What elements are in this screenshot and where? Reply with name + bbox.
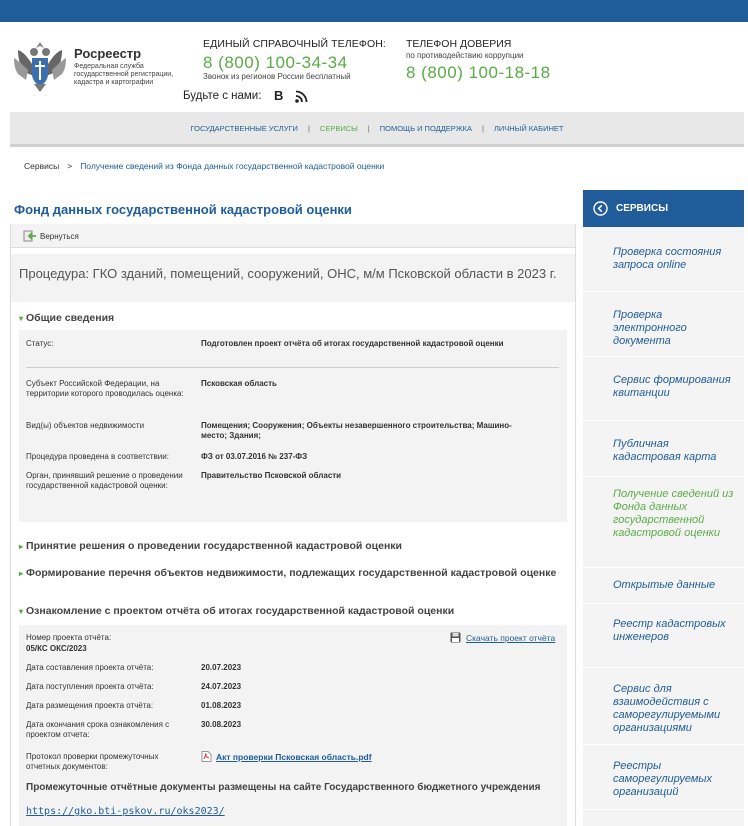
main-content [10,224,576,826]
nav-services[interactable]: СЕРВИСЫ [319,124,358,133]
section-list-toggle[interactable] [19,567,567,580]
sidebar-item-label: Сервис для взаимодействия с саморегулируемыми организациями [613,683,721,734]
sidebar-item-sro-registries[interactable] [583,745,744,810]
breadcrumb-current[interactable]: Получение сведений из Фонда данных государственной кадастровой оценки [80,161,385,171]
sidebar-item-label: Реестры саморегулируемых организаций [613,760,713,798]
info-value-law: ФЗ от 03.07.2016 № 237-ФЗ [201,452,308,461]
sidebar-item-sro-interaction[interactable] [583,668,744,745]
sidebar-item-label: Проверка состояния запроса online [613,246,722,271]
section-decision-title: Принятие решения о проведении государственной кадастровой оценки [26,540,402,552]
info-label: Субъект Российской Федерации, на территории которого проводилась оценка: [26,379,184,398]
chevron-down-icon: ▾ [19,314,24,323]
date-review-end: 30.08.2023 [201,720,242,729]
sidebar-item-label: Получение сведений из Фонда данных государственной кадастровой оценки [613,488,734,539]
main-nav [10,112,744,147]
brand-title[interactable]: Росреестр [74,46,142,61]
trust-phone-subtitle: по противодействию коррупции [406,51,524,60]
sidebar-item-label: Открытые данные [613,579,716,591]
nav-separator: | [307,124,310,133]
floppy-disk-icon [450,632,461,643]
sidebar-item-label: Реестр кадастровых инженеров [613,618,726,643]
info-label: Орган, принявший решение о проведении государственной кадастровой оценки: [26,471,183,490]
info-label: Дата поступления проекта отчёта: [26,682,154,691]
chevron-down-icon: ▾ [19,607,24,616]
back-toolbar [11,224,575,248]
sidebar-item-label: Публичная кадастровая карта [613,438,717,463]
section-list-title: Формирование перечня объектов недвижимости, подлежащих государственной кадастровой оценке [26,567,557,579]
intermediate-docs-link[interactable]: https://gko.bti-pskov.ru/oks2023/ [26,806,225,817]
info-label: Статус: [26,339,54,348]
download-report-link[interactable]: Скачать проект отчёта [466,633,556,643]
back-button[interactable]: Вернуться [40,232,79,241]
nav-separator: | [367,124,370,133]
sidebar-header[interactable] [583,190,744,227]
info-label: Номер проекта отчёта: [26,633,112,642]
info-value-authority: Правительство Псковской области [201,471,342,480]
sidebar-item-label: Сервис формирования квитанции [613,374,731,399]
date-received: 24.07.2023 [201,682,242,691]
hotline-note: Звонок из регионов России бесплатный [203,72,351,81]
sidebar-item-valuation-fund[interactable] [583,477,744,568]
info-label: Дата окончания срока ознакомления с проектом отчета: [26,720,170,739]
pdf-file-icon [201,751,212,762]
trust-phone-number[interactable]: 8 (800) 100-18-18 [406,63,551,82]
sidebar-item-engineers-registry[interactable] [583,604,744,668]
nav-state-services[interactable]: ГОСУДАРСТВЕННЫЕ УСЛУГИ [190,124,298,133]
trust-phone-label: ТЕЛЕФОН ДОВЕРИЯ [406,38,512,50]
section-general-toggle[interactable] [19,312,114,324]
services-sidebar [583,190,744,826]
breadcrumb-separator: > [67,161,73,171]
sidebar-item-label: Проверка электронного документа [613,309,687,347]
info-label: Протокол проверки промежуточных отчетных документов: [26,752,159,771]
nav-help[interactable]: ПОМОЩЬ И ПОДДЕРЖКА [379,124,472,133]
section-review-toggle[interactable] [19,605,454,617]
protocol-pdf-link[interactable]: Акт проверки Псковская область.pdf [216,752,372,762]
circle-back-icon [593,201,608,216]
section-review-title: Ознакомление с проектом отчёта об итогах государственной кадастровой оценки [26,605,455,617]
social-label: Будьте с нами: [183,90,262,102]
hotline-number[interactable]: 8 (800) 100-34-34 [203,53,348,72]
page-title: Фонд данных государственной кадастровой оценки [14,202,352,217]
review-info-panel [19,625,567,826]
intermediate-docs-note: Промежуточные отчётные документы размещены на сайте Государственного бюджетного учреждения [26,782,541,793]
hotline-label: ЕДИНЫЙ СПРАВОЧНЫЙ ТЕЛЕФОН: [203,38,386,50]
procedure-title: Процедура: ГКО зданий, помещений, сооружений, ОНС, м/м Псковской области в 2023 г. [19,266,557,281]
back-arrow-icon[interactable] [23,230,37,242]
date-published: 01.08.2023 [201,701,242,710]
sidebar-item-receipt[interactable] [583,357,744,421]
info-label: Дата размещения проекта отчёта: [26,701,154,710]
sidebar-item-cadastral-map[interactable] [583,421,744,477]
sidebar-title: СЕРВИСЫ [616,203,668,214]
nav-account[interactable]: ЛИЧНЫЙ КАБИНЕТ [493,124,564,133]
procedure-box [11,254,575,302]
general-info-panel [19,330,567,522]
info-value-object-types: Помещения; Сооружения; Объекты незавершенного строительства; Машино-место; Здания; [201,421,512,440]
info-label: Дата составления проекта отчёта: [26,663,154,672]
section-decision-toggle[interactable] [19,540,402,552]
chevron-right-icon: ▸ [19,569,24,578]
breadcrumb-root[interactable]: Сервисы [24,161,60,171]
info-value-status: Подготовлен проект отчёта об итогах государственной кадастровой оценки [201,339,504,348]
chevron-right-icon: ▸ [19,542,24,551]
project-number: 05/КС ОКС/2023 [26,644,87,653]
sidebar-item-document-check[interactable] [583,292,744,357]
sidebar-item-open-data[interactable] [583,568,744,604]
sidebar-item-request-status[interactable] [583,227,744,292]
rss-icon[interactable] [295,90,308,103]
divider [26,367,559,368]
nav-separator: | [482,124,484,133]
top-bar [0,0,748,22]
breadcrumb [24,161,384,171]
eagle-emblem-icon[interactable] [10,36,70,96]
site-header [0,22,748,110]
info-label: Процедура проведена в соответствии: [26,452,169,461]
section-general-title: Общие сведения [26,312,115,324]
brand-subtitle: Федеральная служба государственной регистрации, кадастра и картографии [74,63,174,86]
info-label: Вид(ы) объектов недвижимости [26,421,145,430]
date-compiled: 20.07.2023 [201,663,242,672]
vk-icon[interactable]: B [274,88,284,103]
info-value-region: Псковская область [201,379,277,388]
